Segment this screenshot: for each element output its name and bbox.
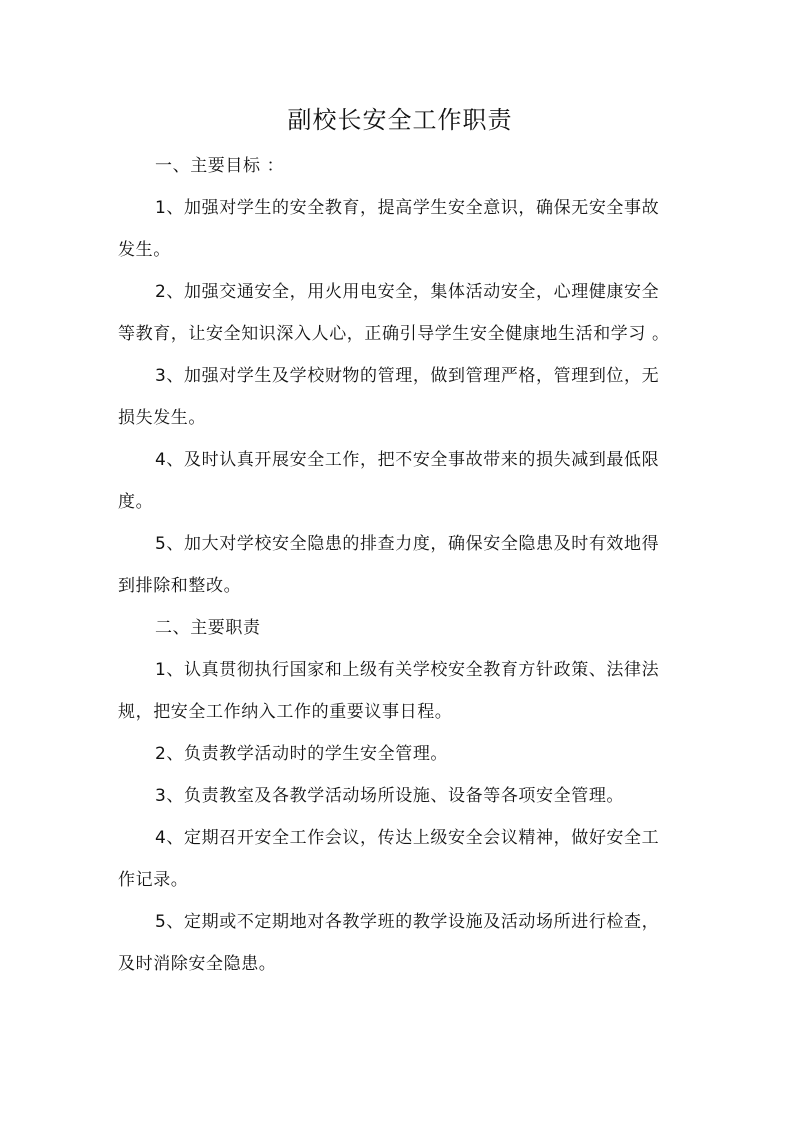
paragraph-line: 1、加强对学生的安全教育，提高学生安全意识，确保无安全事故 <box>155 198 660 218</box>
list-item <box>118 649 678 733</box>
paragraph-line: 2、负责教学活动时的学生安全管理。 <box>155 744 449 764</box>
paragraph-line: 损失发生。 <box>118 408 206 428</box>
paragraph-line: 4、及时认真开展安全工作，把不安全事故带来的损失减到最低限 <box>155 450 660 470</box>
paragraph-line: 等教育，让安全知识深入人心，正确引导学生安全健康地生活和学习 。 <box>118 324 670 344</box>
paragraph-line: 3、负责教室及各教学活动场所设施、设备等各项安全管理。 <box>155 786 625 806</box>
document-title: 副校长安全工作职责 <box>287 106 513 134</box>
paragraph-line: 5、定期或不定期地对各教学班的教学设施及活动场所进行检查， <box>155 912 660 932</box>
paragraph-line: 1、认真贯彻执行国家和上级有关学校安全教育方针政策、法律法 <box>155 660 660 680</box>
list-item <box>118 355 678 439</box>
paragraph-line: 2、加强交通安全，用火用电安全，集体活动安全，心理健康安全 <box>155 282 660 302</box>
list-item <box>118 187 678 271</box>
paragraph-line: 到排除和整改。 <box>118 576 242 596</box>
section-heading-goals: 一、主要目标 ： <box>155 156 285 176</box>
paragraph-line: 5、加大对学校安全隐患的排查力度，确保安全隐患及时有效地得 <box>155 534 660 554</box>
list-item <box>118 733 678 775</box>
paragraph-line: 发生。 <box>118 240 171 260</box>
section-heading-duties: 二、主要职责 <box>155 618 261 638</box>
paragraph-line: 4、定期召开安全工作会议，传达上级安全会议精神，做好安全工 <box>155 828 660 848</box>
list-item <box>118 775 678 817</box>
paragraph-line: 度。 <box>118 492 154 512</box>
paragraph-line: 及时消除安全隐患。 <box>118 954 277 974</box>
list-item <box>118 523 678 607</box>
list-item <box>118 817 678 901</box>
paragraph-line: 作记录。 <box>118 870 189 890</box>
paragraph-line: 规，把安全工作纳入工作的重要议事日程。 <box>118 702 453 722</box>
list-item <box>118 439 678 523</box>
document-body <box>118 145 678 985</box>
list-item <box>118 901 678 985</box>
list-item <box>118 271 678 355</box>
paragraph-line: 3、加强对学生及学校财物的管理，做到管理严格，管理到位，无 <box>155 366 660 386</box>
